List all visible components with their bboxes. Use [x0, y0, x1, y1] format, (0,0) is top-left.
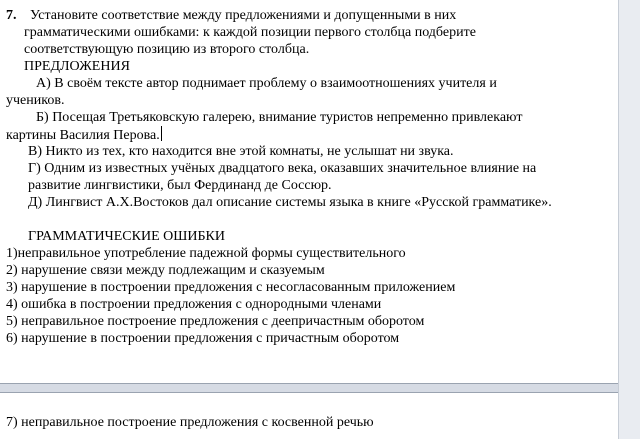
error-item-4: 4) ошибка в построении предложения с однородными членами [6, 297, 382, 312]
sentence-v: В) Никто из тех, кто находится вне этой комнаты, не услышат ни звука. [28, 144, 454, 159]
task-instruction-line-2: грамматическими ошибками: к каждой позиции первого столбца подберите [24, 25, 476, 40]
error-item-5: 5) неправильное построение предложения с деепричастным оборотом [6, 314, 425, 329]
sentences-heading: ПРЕДЛОЖЕНИЯ [24, 59, 130, 74]
task-instruction-line-3: соответствующую позицию из второго столбца. [24, 42, 310, 57]
error-item-2: 2) нарушение связи между подлежащим и сказуемым [6, 263, 325, 278]
sentence-d: Д) Лингвист А.Х.Востоков дал описание системы языка в книге «Русской грамматике». [28, 195, 552, 210]
vertical-scrollbar[interactable] [618, 0, 640, 439]
error-item-1: 1)неправильное употребление падежной формы существительного [6, 246, 406, 261]
errors-heading: ГРАММАТИЧЕСКИЕ ОШИБКИ [28, 229, 225, 244]
task-number: 7. [6, 8, 17, 23]
error-item-7: 7) неправильное построение предложения с косвенной речью [6, 415, 374, 430]
text-cursor [161, 126, 162, 141]
sentence-b-line-2-wrap[interactable] [6, 126, 162, 144]
task-instruction-line-1: Установите соответствие между предложениями и допущенными в них [30, 8, 457, 23]
sentence-b-line-1: Б) Посещая Третьяковскую галерею, внимание туристов непременно привлекают [36, 110, 523, 125]
error-item-3: 3) нарушение в построении предложения с несогласованным приложением [6, 280, 456, 295]
error-item-6: 6) нарушение в построении предложения с причастным оборотом [6, 331, 400, 346]
sentence-b-line-2: картины Василия Перова. [6, 128, 160, 143]
document-page-2 [0, 392, 620, 439]
sentence-g-line-2: развитие лингвистики, был Фердинанд де Соссюр. [28, 178, 332, 193]
sentence-a-line-1: А) В своём тексте автор поднимает проблему о взаимоотношениях учителя и [36, 76, 497, 91]
sentence-g-line-1: Г) Одним из известных учёных двадцатого века, оказавших значительное влияние на [28, 161, 537, 176]
sentence-a-line-2: учеников. [6, 93, 65, 108]
